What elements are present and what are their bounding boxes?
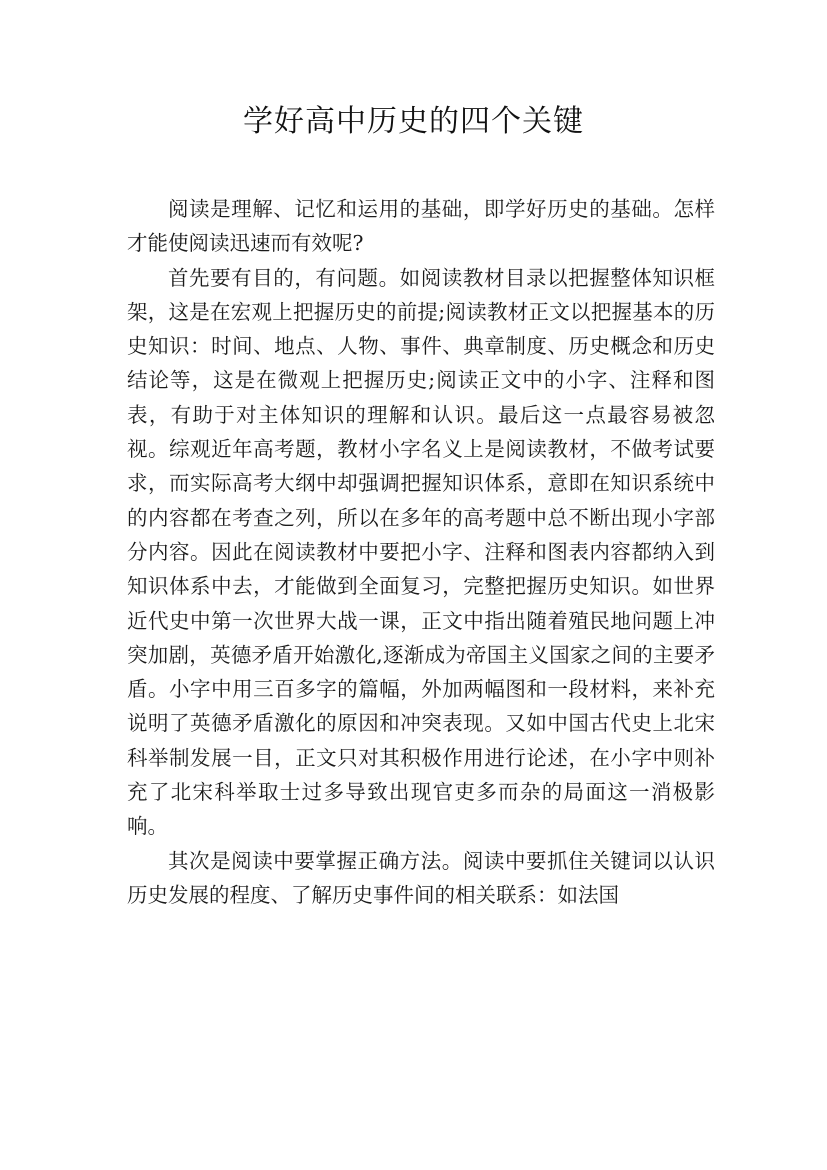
paragraph-1: 阅读是理解、记忆和运用的基础，即学好历史的基础。怎样才能使阅读迅速而有效呢? [127, 197, 715, 256]
document-title: 学好高中历史的四个关键 [243, 104, 584, 139]
paragraph-3: 其次是阅读中要掌握正确方法。阅读中要抓住关键词以认识历史发展的程度、了解历史事件间的相关联系：如法国 [127, 848, 715, 907]
document-body [127, 192, 715, 912]
paragraph-2: 首先要有目的，有问题。如阅读教材目录以把握整体知识框架，这是在宏观上把握历史的前提;阅读教材正文以把握基本的历史知识：时间、地点、人物、事件、典章制度、历史概念和历史结论等，这是在微观上把握历史;阅读正文中的小字、注释和图表，有助于对主体知识的理解和认识。最后这一点最容易被忽视。综观近年高考题，教材小字名义上是阅读教材，不做考试要求，而实际高考大纲中却强调把握知识体系，意即在知识系统中的内容都在考查之列，所以在多年的高考题中总不断出现小字部分内容。因此在阅读教材中要把小字、注释和图表内容都纳入到知识体系中去，才能做到全面复习，完整把握历史知识。如世界近代史中第一次世界大战一课，正文中指出随着殖民地问题上冲突加剧，英德矛盾开始激化,逐渐成为帝国主义国家之间的主要矛盾。小字中用三百多字的篇幅，外加两幅图和一段材料，来补充说明了英德矛盾激化的原因和冲突表现。又如中国古代史上北宋科举制发展一目，正文只对其积极作用进行论述，在小字中则补充了北宋科举取士过多导致出现官吏多而杂的局面这一消极影响。 [127, 265, 715, 839]
